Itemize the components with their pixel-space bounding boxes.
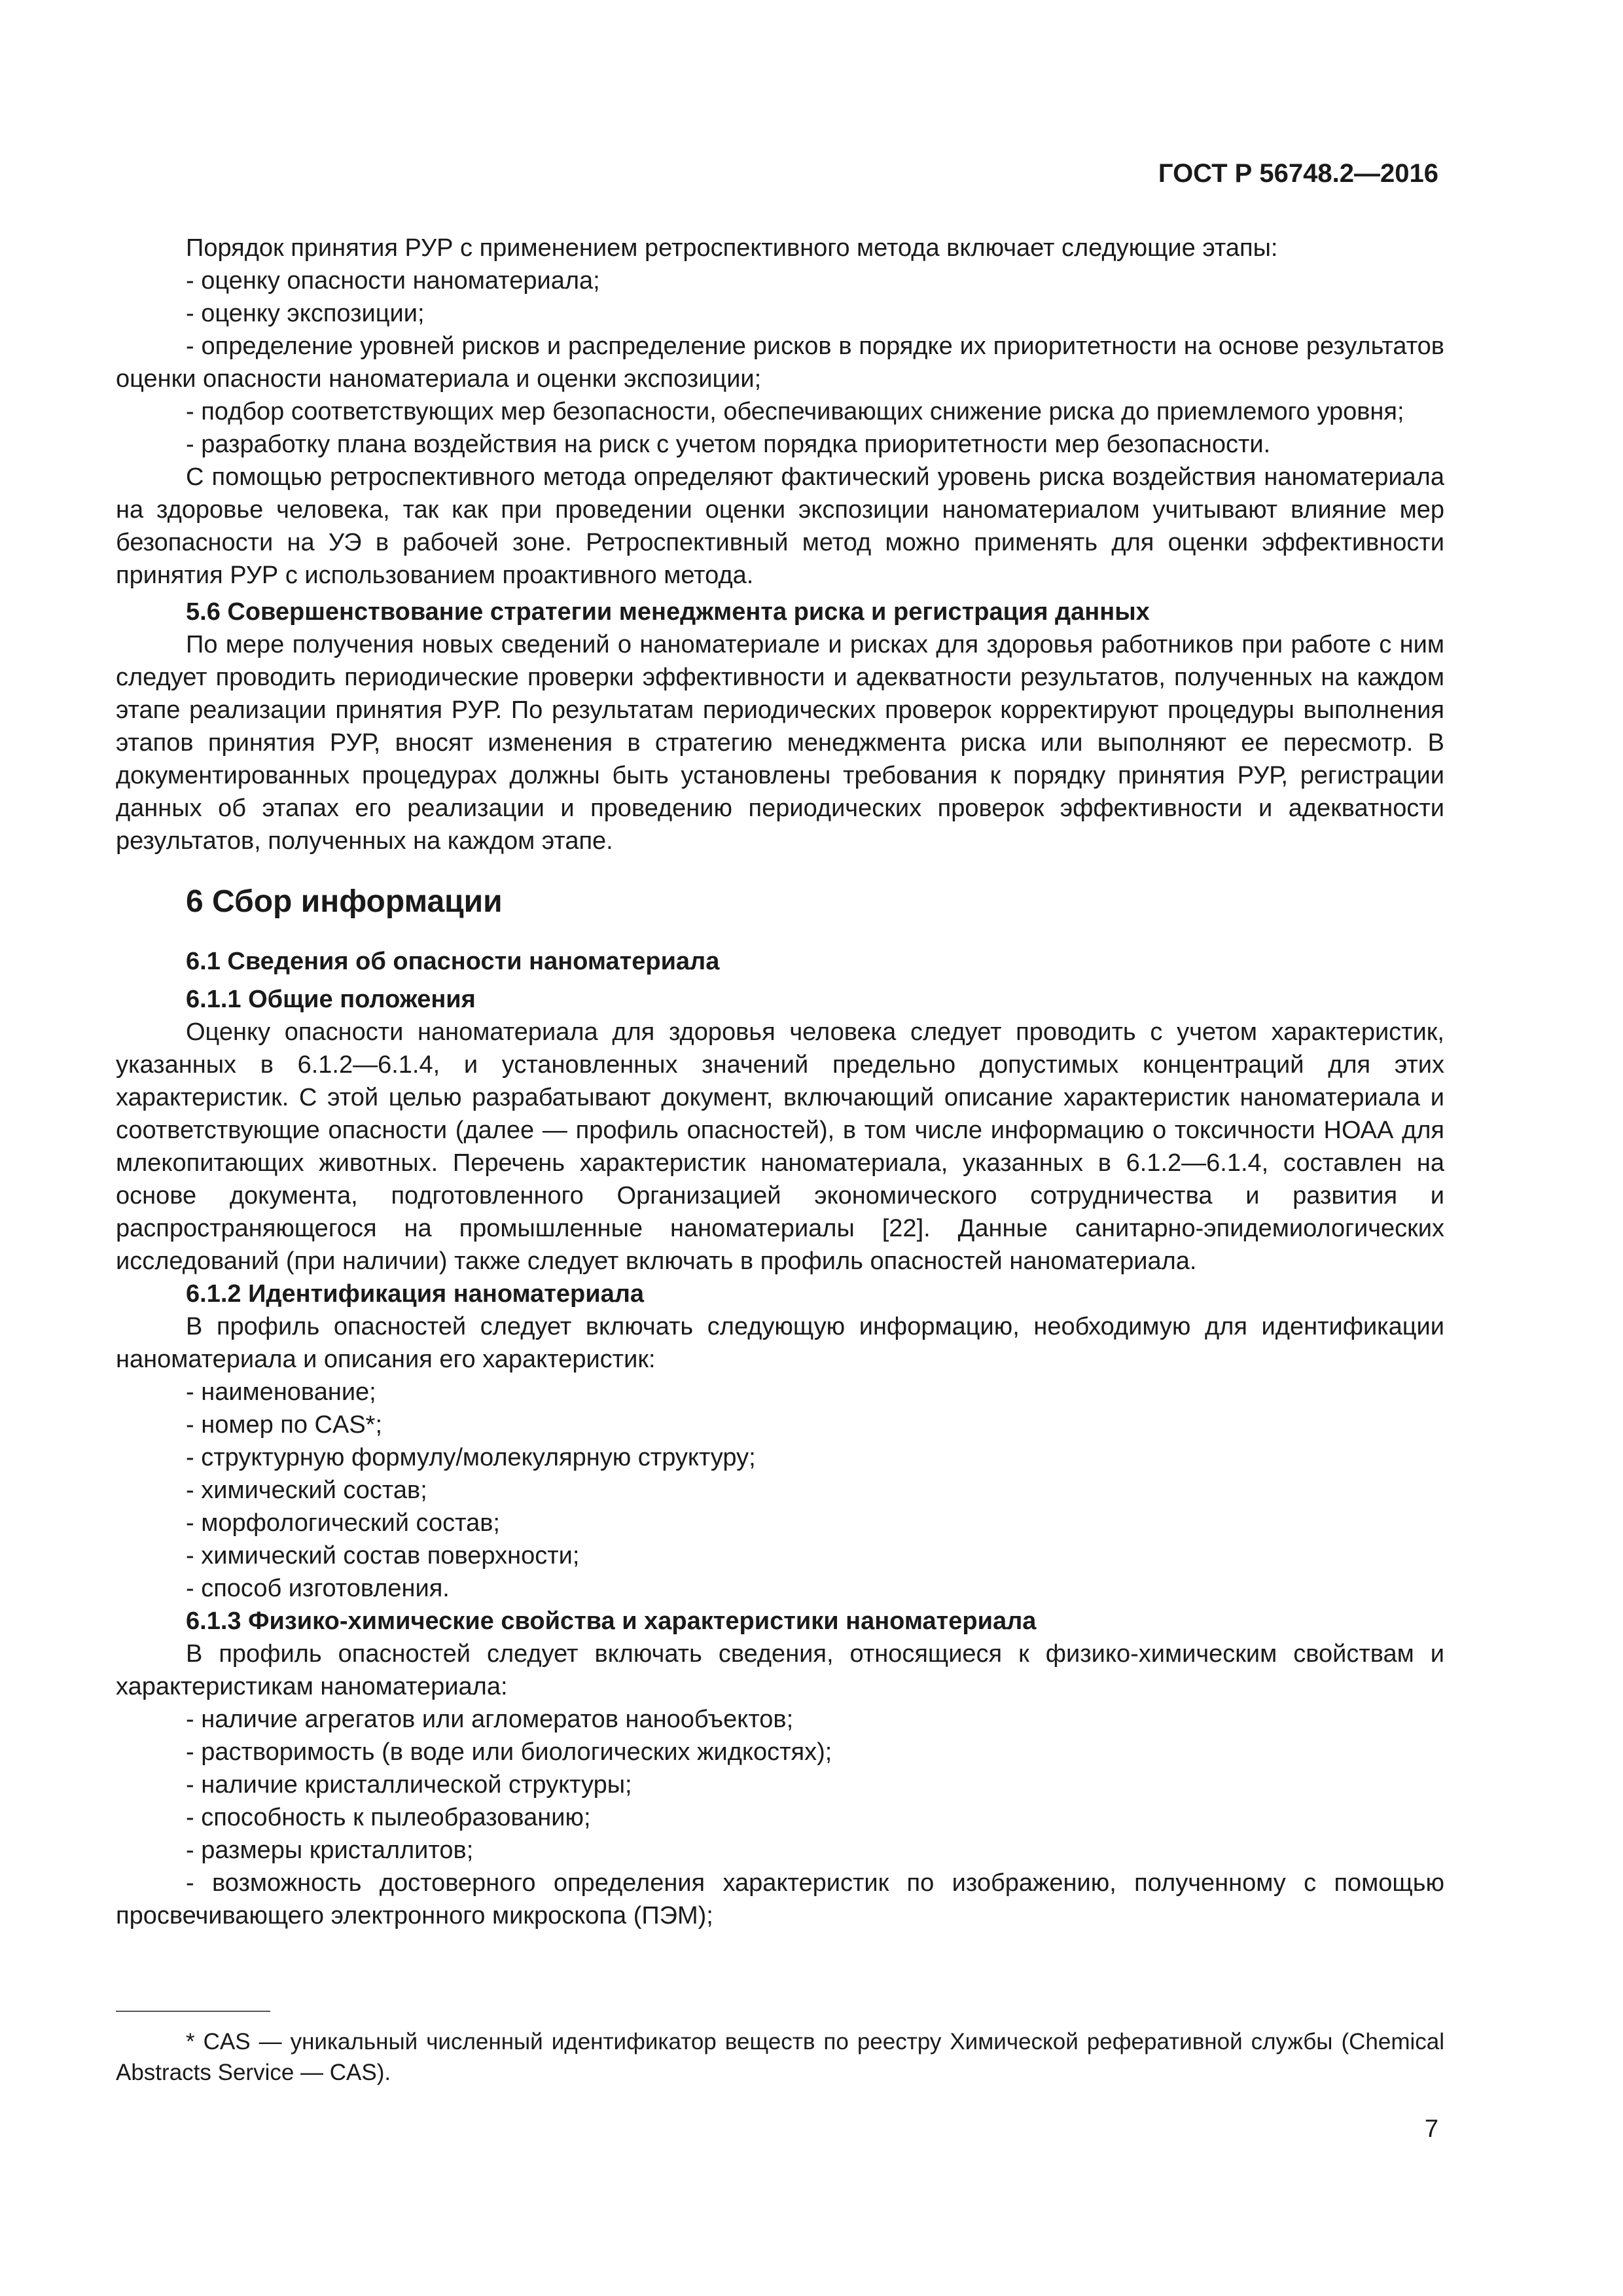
section-5-6-heading: 5.6 Совершенствование стратегии менеджмента риска и регистрация данных [186,598,1150,626]
list-item: - номер по CAS*; [186,1411,383,1439]
page-number: 7 [1424,2115,1438,2143]
section-6-1-1-paragraph: Оценку опасности наноматериала для здоровья человека следует проводить с учетом характеристик, указанных в 6.1.2—6.1.4, и установленных значений предельно допустимых концентраций для этих характеристик. С этой целью разрабатывают документ, включающий описание характеристик наноматериала и соответствующие опасности (далее — профиль опасностей), в том числе информацию о токсичности НОАА для млекопитающих животных. Перечень характеристик наноматериала, указанных в 6.1.2—6.1.4, составлен на основе документа, подготовленного Организацией экономического сотрудничества и развития и распространяющегося на промышленные наноматериалы [22]. Данные санитарно-эпидемиологических исследований (при наличии) также следует включать в профиль опасностей наноматериала. [116,1018,1444,1275]
list-item: - химический состав; [186,1477,427,1504]
list-item: - растворимость (в воде или биологических жидкостях); [186,1738,832,1766]
list-item: - подбор соответствующих мер безопасности, обеспечивающих снижение риска до приемлемого уровня; [186,398,1404,425]
list-item: - химический состав поверхности; [186,1542,580,1570]
section-6-1-3-paragraph: В профиль опасностей следует включать сведения, относящиеся к физико-химическим свойствам и характеристикам наноматериала: [116,1640,1444,1700]
list-item: - размеры кристаллитов; [186,1837,474,1864]
footnote-separator [116,2011,270,2012]
list-item: - наличие агрегатов или агломератов нанообъектов; [186,1706,794,1733]
list-item: - оценку опасности наноматериала; [186,267,600,295]
intro-paragraph: Порядок принятия РУР с применением ретроспективного метода включает следующие этапы: [186,234,1278,262]
section-6-1-3-heading: 6.1.3 Физико-химические свойства и характеристики наноматериала [186,1607,1037,1635]
document-body [116,232,1444,1932]
section-6-1-2-heading: 6.1.2 Идентификация наноматериала [186,1280,644,1308]
document-code: ГОСТ Р 56748.2—2016 [1158,159,1438,188]
list-item: - возможность достоверного определения характеристик по изображению, полученному с помощью просвечивающего электронного микроскопа (ПЭМ); [116,1869,1444,1929]
section-6-heading: 6 Сбор информации [186,884,503,919]
list-item: - способность к пылеобразованию; [186,1804,591,1831]
section-6-1-heading: 6.1 Сведения об опасности наноматериала [186,948,720,975]
list-item: - разработку плана воздействия на риск с учетом порядка приоритетности мер безопасности. [186,431,1271,458]
list-item: - наличие кристаллической структуры; [186,1771,632,1799]
section-6-1-1-heading: 6.1.1 Общие положения [186,986,476,1013]
footnote: * CAS — уникальный численный идентификатор веществ по реестру Химической реферативной службы (Chemical Abstracts Service — CAS). [116,2029,1444,2085]
retrospective-paragraph: С помощью ретроспективного метода определяют фактический уровень риска воздействия наноматериала на здоровье человека, так как при проведении оценки экспозиции наноматериалом учитывают влияние мер безопасности на УЭ в рабочей зоне. Ретроспективный метод можно применять для оценки эффективности принятия РУР с использованием проактивного метода. [116,463,1444,589]
list-item: - способ изготовления. [186,1575,450,1602]
list-item: - структурную формулу/молекулярную структуру; [186,1444,756,1471]
section-6-1-2-paragraph: В профиль опасностей следует включать следующую информацию, необходимую для идентификации наноматериала и описания его характеристик: [116,1313,1444,1373]
section-5-6-paragraph: По мере получения новых сведений о наноматериале и рисках для здоровья работников при работе с ним следует проводить периодические проверки эффективности и адекватности результатов, полученных на каждом этапе реализации принятия РУР. По результатам периодических проверок корректируют процедуры выполнения этапов принятия РУР, вносят изменения в стратегию менеджмента риска или выполняют ее пересмотр. В документированных процедурах должны быть установлены требования к порядку принятия РУР, регистрации данных об этапах его реализации и проведению периодических проверок эффективности и адекватности результатов, полученных на каждом этапе. [116,631,1444,855]
list-item: - морфологический состав; [186,1509,500,1537]
list-item: - оценку экспозиции; [186,300,425,327]
list-item: - определение уровней рисков и распределение рисков в порядке их приоритетности на основе результатов оценки опасности наноматериала и оценки экспозиции; [116,332,1444,393]
list-item: - наименование; [186,1378,376,1406]
